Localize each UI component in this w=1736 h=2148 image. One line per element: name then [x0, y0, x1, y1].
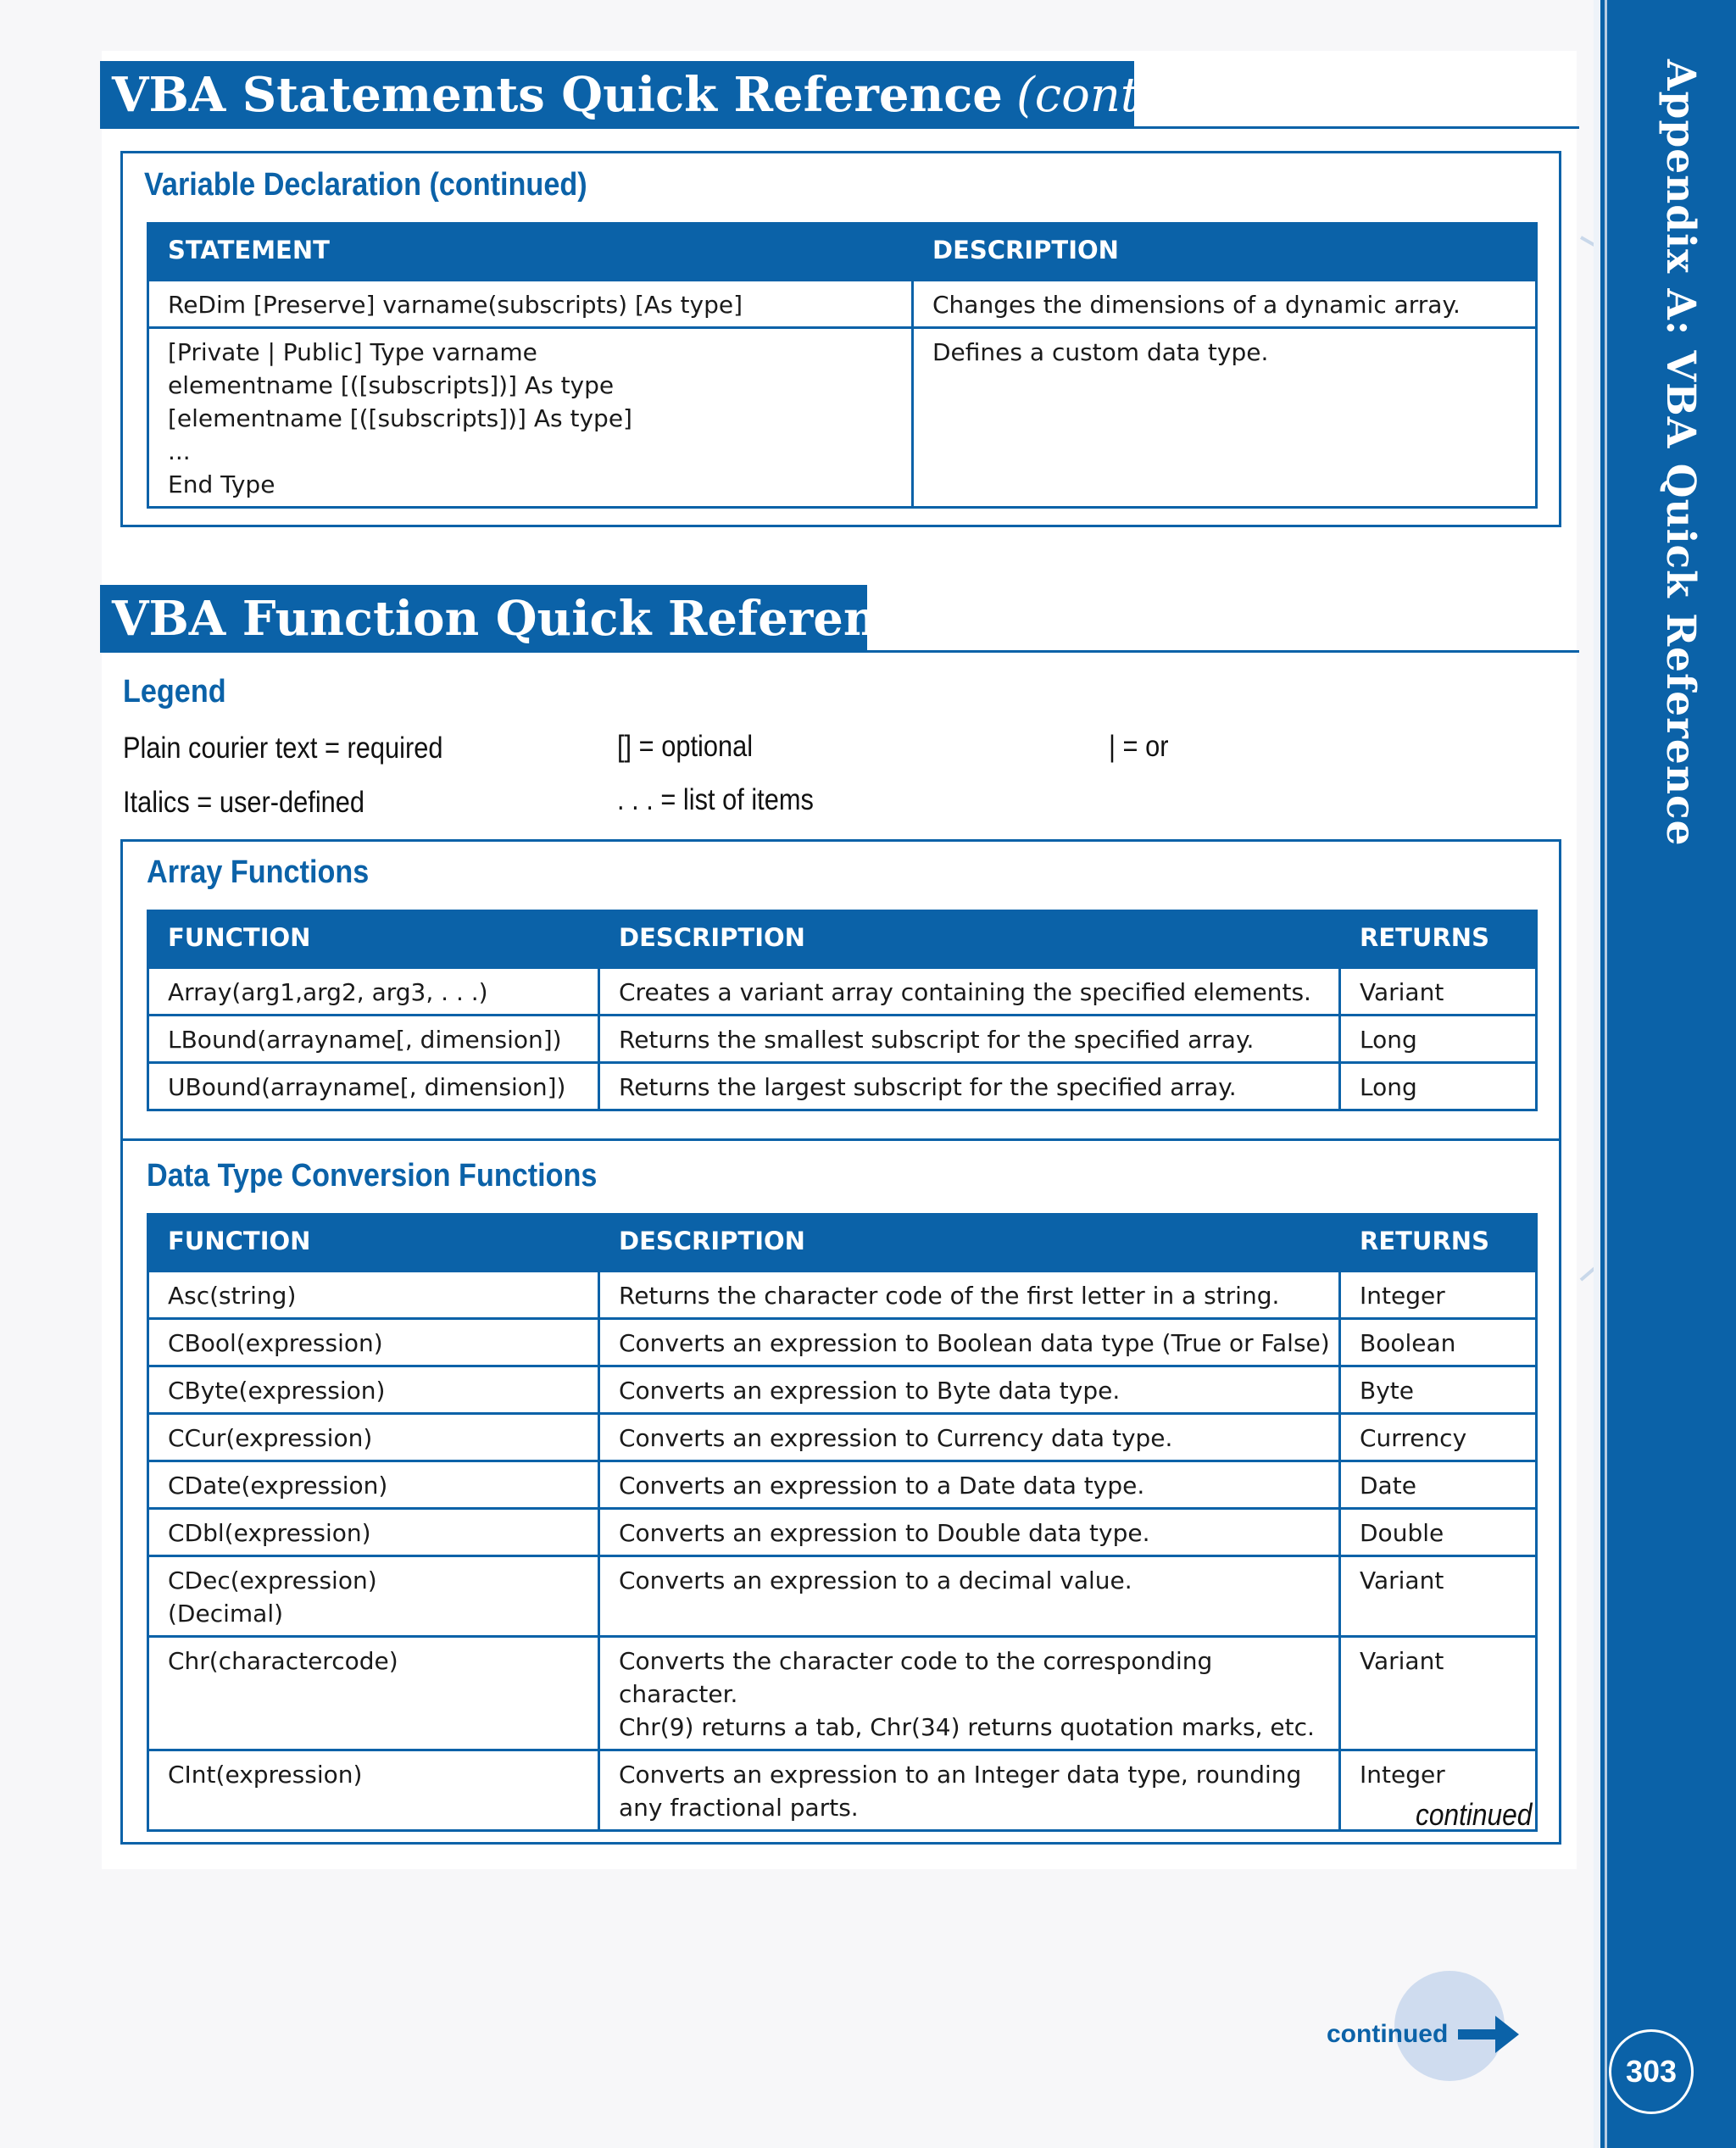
- returns-cell: Long: [1340, 1062, 1537, 1110]
- table-row: [148, 1555, 1537, 1636]
- array-functions-heading: Array Functions: [147, 854, 370, 890]
- description-cell: Returns the largest subscript for the specified array.: [599, 1062, 1340, 1110]
- returns-cell: Integer: [1340, 1750, 1537, 1830]
- returns-cell: Boolean: [1340, 1318, 1537, 1366]
- table-row: [148, 1508, 1537, 1555]
- description-cell: Converts an expression to Double data type.: [599, 1508, 1340, 1555]
- function-cell: CDbl(expression): [148, 1508, 599, 1555]
- section-title-suffix: (continued): [1015, 67, 1294, 123]
- statement-cell: ReDim [Preserve] varname(subscripts) [As type]: [148, 280, 913, 327]
- table-row: [148, 1461, 1537, 1508]
- column-header: DESCRIPTION: [599, 1213, 1340, 1271]
- column-header: STATEMENT: [148, 222, 913, 280]
- column-header: RETURNS: [1340, 910, 1537, 967]
- function-cell: Asc(string): [148, 1271, 599, 1318]
- legend-item: Plain courier text = required: [123, 732, 443, 765]
- page-number: 303: [1609, 2029, 1694, 2114]
- legend-item: | = or: [1109, 730, 1169, 763]
- description-cell: Converts an expression to a decimal value.: [599, 1555, 1340, 1636]
- table-continued-label: continued: [1416, 1797, 1533, 1832]
- description-cell: Converts an expression to an Integer data type, rounding any fractional parts.: [599, 1750, 1340, 1830]
- description-cell: Defines a custom data type.: [913, 327, 1537, 507]
- column-header: DESCRIPTION: [599, 910, 1340, 967]
- section-banner-functions: [100, 585, 938, 653]
- column-header: FUNCTION: [148, 910, 599, 967]
- side-chapter-title: Appendix A: VBA Quick Reference: [1657, 59, 1704, 847]
- section-title: VBA Statements Quick Reference: [112, 67, 1003, 123]
- column-header: FUNCTION: [148, 1213, 599, 1271]
- subsection-heading: Variable Declaration (continued): [144, 167, 587, 203]
- table-row: [148, 1062, 1537, 1110]
- function-cell: Chr(charactercode): [148, 1636, 599, 1750]
- column-header: RETURNS: [1340, 1213, 1537, 1271]
- description-cell: Converts an expression to Currency data type.: [599, 1413, 1340, 1461]
- side-stripe-line: [1605, 0, 1607, 2148]
- banner-rule: [867, 650, 1579, 653]
- description-cell: Converts an expression to a Date data type.: [599, 1461, 1340, 1508]
- table-row: [148, 280, 1537, 327]
- function-cell: CCur(expression): [148, 1413, 599, 1461]
- function-cell: CInt(expression): [148, 1750, 599, 1830]
- banner-rule: [1134, 126, 1579, 129]
- description-cell: Converts an expression to Byte data type.: [599, 1366, 1340, 1413]
- table-row: [148, 1636, 1537, 1750]
- table-row: [148, 1271, 1537, 1318]
- returns-cell: Date: [1340, 1461, 1537, 1508]
- section-title: VBA Function Quick Reference: [112, 591, 938, 647]
- table-header-row: [148, 910, 1537, 967]
- table-row: [148, 1318, 1537, 1366]
- continued-link-text[interactable]: continued: [1327, 2020, 1449, 2048]
- returns-cell: Integer: [1340, 1271, 1537, 1318]
- table-header-row: [148, 1213, 1537, 1271]
- function-cell: UBound(arrayname[, dimension]): [148, 1062, 599, 1110]
- returns-cell: Variant: [1340, 1555, 1537, 1636]
- table-row: [148, 1750, 1537, 1830]
- section-banner-statements: [100, 61, 1294, 129]
- table-row: [148, 967, 1537, 1015]
- returns-cell: Variant: [1340, 967, 1537, 1015]
- function-cell: LBound(arrayname[, dimension]): [148, 1015, 599, 1062]
- function-cell: CDate(expression): [148, 1461, 599, 1508]
- table-row: [148, 1413, 1537, 1461]
- legend-item: [] = optional: [617, 730, 754, 763]
- legend-item: . . . = list of items: [617, 783, 814, 816]
- returns-cell: Byte: [1340, 1366, 1537, 1413]
- description-cell: Changes the dimensions of a dynamic array.: [913, 280, 1537, 327]
- column-header: DESCRIPTION: [913, 222, 1537, 280]
- statement-table: [147, 222, 1538, 509]
- conversion-functions-table: [147, 1213, 1538, 1832]
- conversion-functions-heading: Data Type Conversion Functions: [147, 1158, 598, 1194]
- array-functions-table: [147, 910, 1538, 1111]
- function-cell: CBool(expression): [148, 1318, 599, 1366]
- description-cell: Converts the character code to the corresponding character. Chr(9) returns a tab, Chr(34) returns quotation marks, etc.: [599, 1636, 1340, 1750]
- returns-cell: Currency: [1340, 1413, 1537, 1461]
- function-cell: Array(arg1,arg2, arg3, . . .): [148, 967, 599, 1015]
- function-cell: CDec(expression) (Decimal): [148, 1555, 599, 1636]
- table-row: [148, 1366, 1537, 1413]
- description-cell: Returns the character code of the first letter in a string.: [599, 1271, 1340, 1318]
- description-cell: Returns the smallest subscript for the specified array.: [599, 1015, 1340, 1062]
- function-cell: CByte(expression): [148, 1366, 599, 1413]
- box-divider: [120, 1138, 1561, 1141]
- returns-cell: Variant: [1340, 1636, 1537, 1750]
- returns-cell: Double: [1340, 1508, 1537, 1555]
- table-row: [148, 1015, 1537, 1062]
- table-header-row: [148, 222, 1537, 280]
- legend-item: Italics = user-defined: [123, 786, 365, 819]
- arrow-right-icon[interactable]: [1455, 2009, 1522, 2060]
- side-stripe: [1594, 0, 1600, 2148]
- description-cell: Converts an expression to Boolean data type (True or False): [599, 1318, 1340, 1366]
- statement-cell: [Private | Public] Type varname elementname [([subscripts])] As type [elementname [([subscripts])] As type] ... End Type: [148, 327, 913, 507]
- legend-heading: Legend: [123, 674, 226, 710]
- returns-cell: Long: [1340, 1015, 1537, 1062]
- table-row: [148, 327, 1537, 507]
- description-cell: Creates a variant array containing the specified elements.: [599, 967, 1340, 1015]
